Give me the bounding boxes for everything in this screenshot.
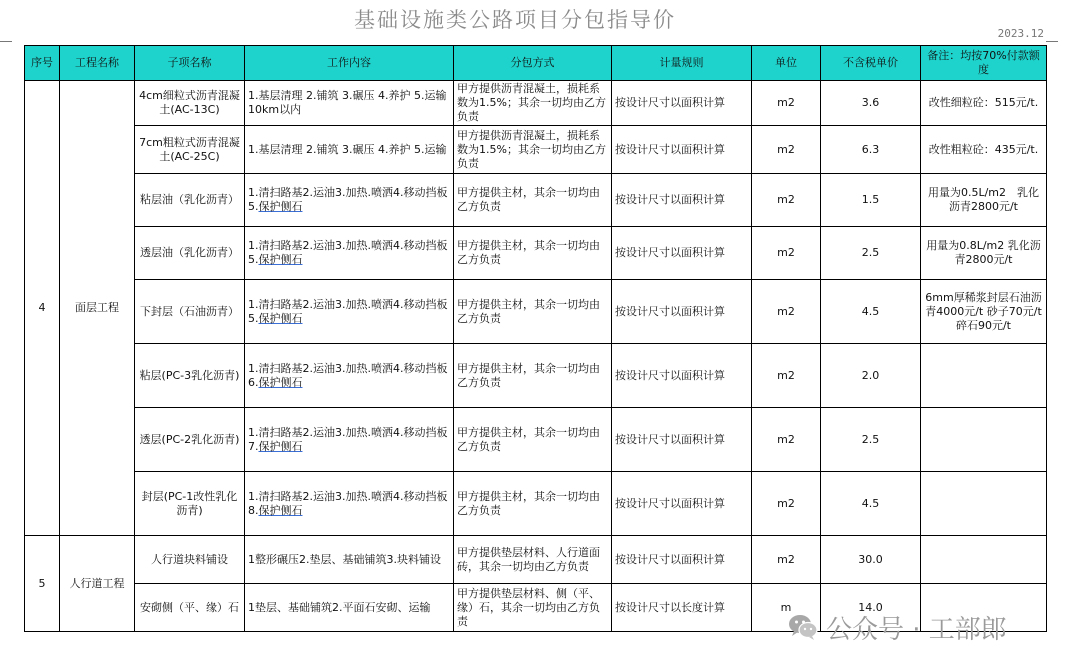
measure-rule: 按设计尺寸以面积计算: [612, 472, 752, 536]
table-row: [25, 408, 1047, 472]
item-name: 透层(PC-2乳化沥青): [135, 408, 245, 472]
item-name: 7cm粗粒式沥青混凝土(AC-25C): [135, 126, 245, 174]
header-cell: 工作内容: [245, 46, 454, 81]
subcontract-mode: 甲方提供主材，其余一切均由乙方负责: [454, 227, 612, 280]
remark: 改性细粒砼：515元/t.: [921, 81, 1047, 126]
unit: m2: [752, 536, 821, 584]
wechat-icon: [786, 610, 820, 644]
unit-price: 4.5: [821, 472, 921, 536]
measure-rule: 按设计尺寸以面积计算: [612, 280, 752, 344]
remark: [921, 344, 1047, 408]
subcontract-mode: 甲方提供主材，其余一切均由乙方负责: [454, 280, 612, 344]
unit: m: [752, 584, 821, 632]
header-cell: 分包方式: [454, 46, 612, 81]
measure-rule: 按设计尺寸以面积计算: [612, 81, 752, 126]
measure-rule: 按设计尺寸以长度计算: [612, 584, 752, 632]
underlined-text: 保护侧石: [258, 375, 303, 389]
measure-rule: 按设计尺寸以面积计算: [612, 126, 752, 174]
measure-rule: 按设计尺寸以面积计算: [612, 344, 752, 408]
underlined-text: 保护侧石: [258, 253, 303, 266]
item-name: 4cm细粒式沥青混凝土(AC-13C): [135, 81, 245, 126]
watermark: [786, 607, 1056, 647]
header-cell: 计量规则: [612, 46, 752, 81]
remark: 6mm厚稀浆封层石油沥青4000元/t 砂子70元/t 碎石90元/t: [921, 280, 1047, 344]
page-date: 2023.12: [997, 27, 1044, 40]
unit: m2: [752, 408, 821, 472]
table-row: [25, 344, 1047, 408]
unit: m2: [752, 126, 821, 174]
watermark-text: 公众号 · 工部郎: [826, 614, 1007, 645]
subcontract-mode: 甲方提供沥青混凝土，损耗系数为1.5%；其余一切均由乙方负责: [454, 81, 612, 126]
page-title: 基础设施类公路项目分包指导价: [354, 8, 676, 32]
table-row: [25, 536, 1047, 584]
measure-rule: 按设计尺寸以面积计算: [612, 408, 752, 472]
subcontract-mode: 甲方提供垫层材料、侧（平、缘）石，其余一切均由乙方负责: [454, 584, 612, 632]
work-content: 1.清扫路基2.运油3.加热.喷洒4.移动挡板5.保护侧石: [245, 174, 454, 227]
unit: m2: [752, 344, 821, 408]
unit-price: 2.0: [821, 344, 921, 408]
work-content: 1垫层、基础铺筑2.平面石安砌、运输: [245, 584, 454, 632]
remark: [921, 472, 1047, 536]
work-content: 1.清扫路基2.运油3.加热.喷洒4.移动挡板5.保护侧石: [245, 227, 454, 280]
unit: m2: [752, 227, 821, 280]
item-name: 安砌侧（平、缘）石: [135, 584, 245, 632]
underlined-text: 保护侧石: [258, 439, 303, 453]
table-row: [25, 280, 1047, 344]
table-row: [25, 227, 1047, 280]
underlined-text: 保护侧石: [258, 311, 303, 325]
subcontract-mode: 甲方提供主材，其余一切均由乙方负责: [454, 472, 612, 536]
item-name: 下封层（石油沥青）: [135, 280, 245, 344]
subcontract-mode: 甲方提供主材，其余一切均由乙方负责: [454, 174, 612, 227]
item-name: 粘层油（乳化沥青）: [135, 174, 245, 227]
remark: 用量为0.5L/m2 乳化沥青2800元/t: [921, 174, 1047, 227]
unit-price: 4.5: [821, 280, 921, 344]
table-row: [25, 126, 1047, 174]
unit: m2: [752, 280, 821, 344]
header-cell: 不含税单价: [821, 46, 921, 81]
measure-rule: 按设计尺寸以面积计算: [612, 536, 752, 584]
item-name: 粘层(PC-3乳化沥青): [135, 344, 245, 408]
unit-price: 6.3: [821, 126, 921, 174]
group-name: 面层工程: [60, 81, 135, 536]
subcontract-mode: 甲方提供主材，其余一切均由乙方负责: [454, 408, 612, 472]
subcontract-mode: 甲方提供主材，其余一切均由乙方负责: [454, 344, 612, 408]
item-name: 封层(PC-1改性乳化沥青): [135, 472, 245, 536]
unit-price: 3.6: [821, 81, 921, 126]
subcontract-mode: 甲方提供垫层材料、人行道面砖，其余一切均由乙方负责: [454, 536, 612, 584]
subcontract-mode: 甲方提供沥青混凝土，损耗系数为1.5%；其余一切均由乙方负责: [454, 126, 612, 174]
remark: 改性粗粒砼：435元/t.: [921, 126, 1047, 174]
remark: 用量为0.8L/m2 乳化沥青2800元/t: [921, 227, 1047, 280]
measure-rule: 按设计尺寸以面积计算: [612, 227, 752, 280]
item-name: 透层油（乳化沥青）: [135, 227, 245, 280]
work-content: 1.清扫路基2.运油3.加热.喷洒4.移动挡板6.保护侧石: [245, 344, 454, 408]
header-cell: 子项名称: [135, 46, 245, 81]
work-content: 1.清扫路基2.运油3.加热.喷洒4.移动挡板5.保护侧石: [245, 280, 454, 344]
header-row: [25, 46, 1047, 81]
header-cell: 备注：均按70%付款额度: [921, 46, 1047, 81]
crop-mark: [0, 41, 12, 42]
measure-rule: 按设计尺寸以面积计算: [612, 174, 752, 227]
underlined-text: 保护侧石: [258, 200, 303, 213]
table-row: [25, 472, 1047, 536]
unit: m2: [752, 174, 821, 227]
unit-price: 30.0: [821, 536, 921, 584]
table-row: [25, 81, 1047, 126]
work-content: 1.基层清理 2.铺筑 3.碾压 4.养护 5.运输: [245, 126, 454, 174]
remark: [921, 536, 1047, 584]
header-cell: 工程名称: [60, 46, 135, 81]
unit-price: 2.5: [821, 408, 921, 472]
crop-mark: [1046, 41, 1058, 42]
work-content: 1整形碾压2.垫层、基础铺筑3.块料铺设: [245, 536, 454, 584]
work-content: 1.基层清理 2.铺筑 3.碾压 4.养护 5.运输10km以内: [245, 81, 454, 126]
unit-price: 1.5: [821, 174, 921, 227]
table-row: [25, 174, 1047, 227]
header-cell: 序号: [25, 46, 60, 81]
underlined-text: 保护侧石: [258, 503, 303, 517]
unit: m2: [752, 472, 821, 536]
price-table: [24, 45, 1047, 632]
group-number: 4: [25, 81, 60, 536]
header-cell: 单位: [752, 46, 821, 81]
group-number: 5: [25, 536, 60, 632]
work-content: 1.清扫路基2.运油3.加热.喷洒4.移动挡板7.保护侧石: [245, 408, 454, 472]
work-content: 1.清扫路基2.运油3.加热.喷洒4.移动挡板8.保护侧石: [245, 472, 454, 536]
item-name: 人行道块料铺设: [135, 536, 245, 584]
unit-price: 2.5: [821, 227, 921, 280]
unit: m2: [752, 81, 821, 126]
remark: [921, 408, 1047, 472]
group-name: 人行道工程: [60, 536, 135, 632]
unit-price: 14.0: [821, 584, 921, 632]
